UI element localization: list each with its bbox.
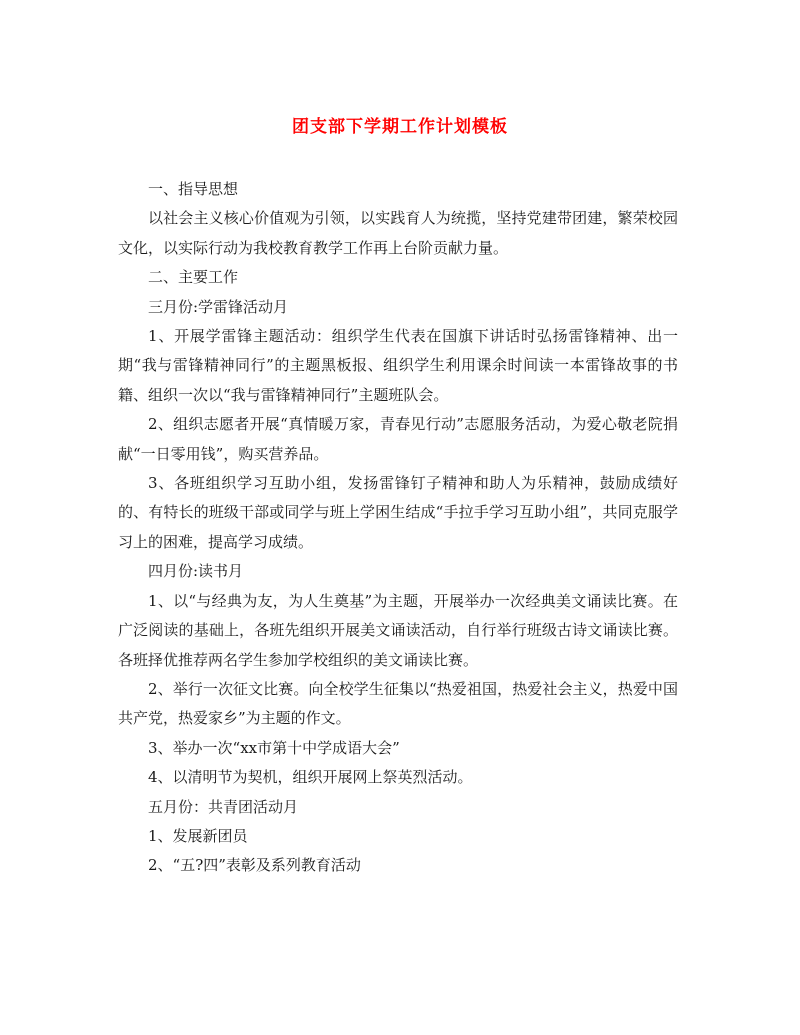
month-heading-march: 三月份:学雷锋活动月 [148,297,289,316]
paragraph-march-item-1: 1、开展学雷锋主题活动：组织学生代表在国旗下讲话时弘扬雷锋精神、出一期“我与雷锋精神同行”的主题黑板报、组织学生利用课余时间读一本雷锋故事的书籍、组织一次以“我与雷锋精神同行”主题班队会。 [118,327,678,404]
month-heading-may: 五月份：共青团活动月 [148,797,299,816]
paragraph-march-item-2: 2、组织志愿者开展“真情暖万家，青春见行动”志愿服务活动，为爱心敬老院捐献“一日零用钱”，购买营养品。 [118,415,678,463]
section-heading-guiding-ideology: 一、指导思想 [148,180,239,198]
document-body [118,175,678,881]
section-heading-main-work: 二、主要工作 [148,268,239,287]
document-title: 团支部下学期工作计划模板 [292,117,508,137]
paragraph-april-item-3: 3、举办一次“xx市第十中学成语大会” [148,738,400,757]
paragraph-may-item-2: 2、“五?四”表彰及系列教育活动 [148,856,361,875]
paragraph-april-item-2: 2、举行一次征文比赛。向全校学生征集以“热爱祖国，热爱社会主义，热爱中国共产党，热爱家乡”为主题的作文。 [118,679,678,728]
paragraph-may-item-1: 1、发展新团员 [148,826,248,845]
paragraph-april-item-4: 4、以清明节为契机，组织开展网上祭英烈活动。 [148,768,473,787]
paragraph-march-item-3: 3、各班组织学习互助小组，发扬雷锋钉子精神和助人为乐精神，鼓励成绩好的、有特长的班级干部或同学与班上学困生结成“手拉手学习互助小组”，共同克服学习上的困难，提高学习成绩。 [118,474,678,551]
month-heading-april: 四月份:读书月 [148,562,244,581]
paragraph-guiding-ideology: 以社会主义核心价值观为引领，以实践育人为统揽，坚持党建带团建，繁荣校园文化，以实际行动为我校教育教学工作再上台阶贡献力量。 [118,209,678,257]
paragraph-april-item-1: 1、以“与经典为友，为人生奠基”为主题，开展举办一次经典美文诵读比赛。在广泛阅读的基础上，各班先组织开展美文诵读活动，自行举行班级古诗文诵读比赛。各班择优推荐两名学生参加学校组织的美文诵读比赛。 [118,591,678,669]
